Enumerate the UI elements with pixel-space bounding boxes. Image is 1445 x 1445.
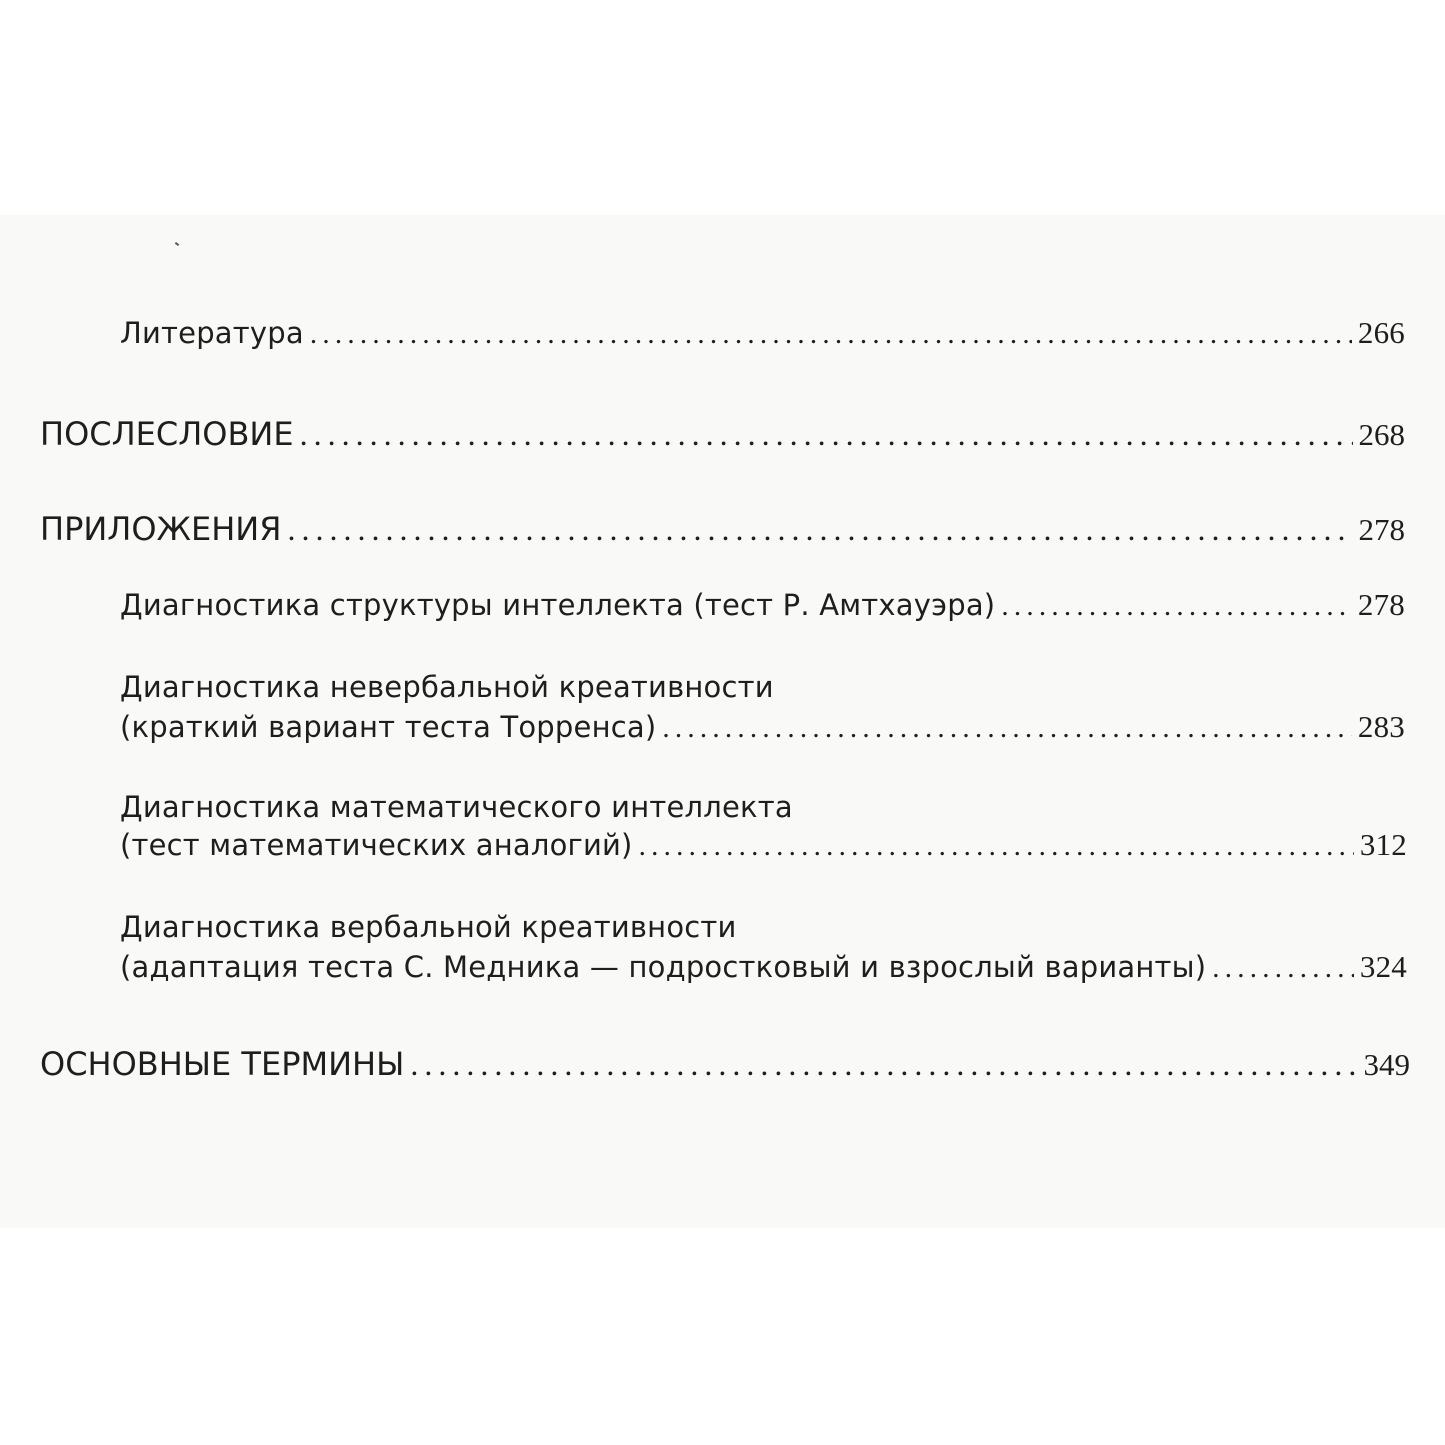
dot-leader (1212, 952, 1354, 985)
toc-entry-torrens[interactable] (120, 709, 1405, 745)
toc-label: (тест математических аналогий) (120, 828, 633, 862)
dot-leader (310, 318, 1352, 351)
toc-entry-torrens-line1: Диагностика невербальной креативности (120, 670, 774, 704)
toc-label: (краткий вариант теста Торренса) (120, 710, 657, 744)
toc-entry-posleslovie[interactable] (40, 415, 1405, 453)
toc-entry-mednik-line1: Диагностика вербальной креативности (120, 910, 737, 944)
toc-page-number: 266 (1357, 315, 1405, 350)
toc-page-number: 324 (1359, 949, 1407, 984)
toc-label: (адаптация теста С. Медника — подростковый и взрослый варианты) (120, 950, 1207, 984)
dot-leader (300, 416, 1353, 453)
toc-entry-mednik[interactable] (120, 949, 1407, 985)
toc-page-number: 278 (1357, 587, 1405, 622)
dot-leader (639, 830, 1354, 863)
toc-page-number: 312 (1359, 827, 1407, 862)
toc-label: Литература (120, 316, 304, 350)
toc-page-number: 268 (1358, 417, 1405, 452)
toc-page-number: 283 (1357, 709, 1405, 744)
toc-entry-prilozheniya[interactable] (40, 510, 1405, 548)
dot-leader (662, 712, 1352, 745)
toc-entry-math[interactable] (120, 827, 1407, 863)
toc-entry-amthauer[interactable] (120, 587, 1405, 623)
toc-label: ПОСЛЕСЛОВИЕ (40, 415, 294, 453)
dot-leader (1001, 590, 1352, 623)
stray-ink-mark (175, 242, 179, 246)
toc-page-number: 349 (1363, 1047, 1410, 1082)
toc-label: ОСНОВНЫЕ ТЕРМИНЫ (40, 1045, 405, 1083)
toc-page-number: 278 (1358, 512, 1405, 547)
book-page (0, 215, 1445, 1228)
toc-label: Диагностика структуры интеллекта (тест Р. Амтхауэра) (120, 588, 996, 622)
dot-leader (287, 511, 1352, 548)
toc-entry-literatura[interactable] (120, 315, 1405, 351)
toc-entry-math-line1: Диагностика математического интеллекта (120, 790, 793, 824)
dot-leader (410, 1046, 1357, 1083)
toc-entry-terminy[interactable] (40, 1045, 1410, 1083)
toc-label: ПРИЛОЖЕНИЯ (40, 510, 282, 548)
